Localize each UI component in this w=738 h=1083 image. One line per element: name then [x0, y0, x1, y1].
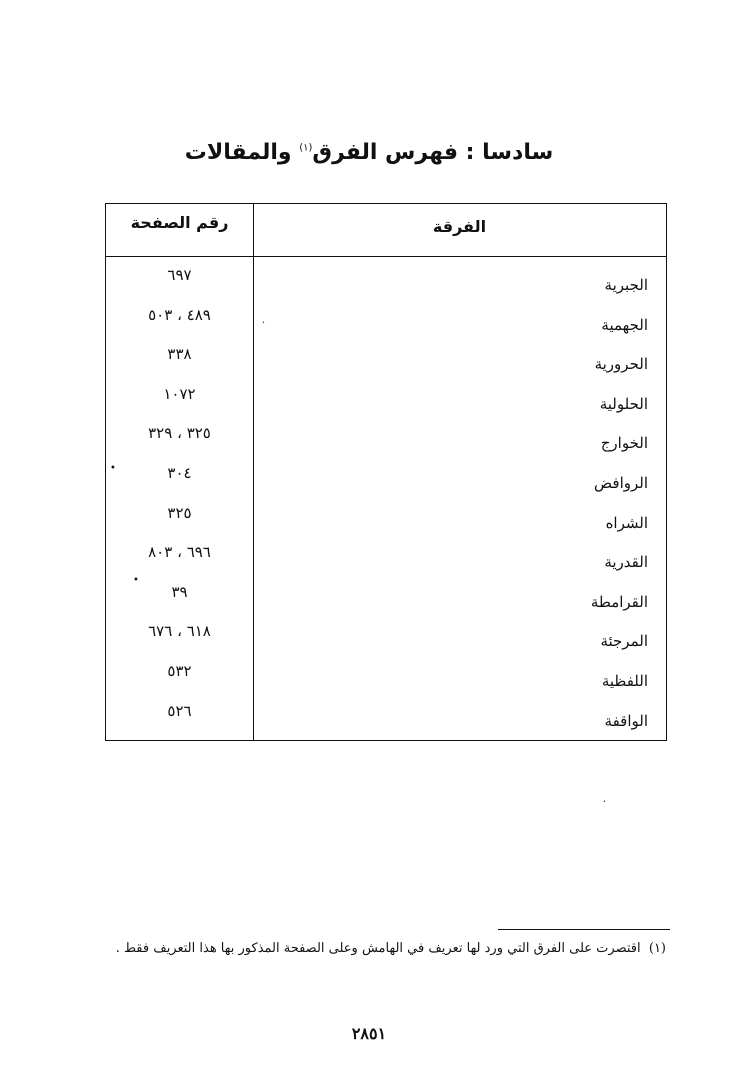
- page-refs: ٤٨٩ ، ٥٠٣: [148, 305, 211, 324]
- sect-name: المرجئة: [600, 632, 648, 651]
- title-footnote-ref: (١): [299, 142, 313, 154]
- table-row: [106, 504, 666, 544]
- header-sect: الفرقة: [432, 217, 487, 236]
- table-header: [106, 204, 666, 257]
- page-refs: ٦٩٦ ، ٨٠٣: [148, 543, 211, 562]
- sect-name: الحرورية: [594, 355, 648, 374]
- footnote-marker: (١): [648, 941, 666, 956]
- sect-name: الحلولية: [599, 394, 648, 413]
- page-refs: ٥٢٦: [167, 701, 192, 720]
- title-suffix: والمقالات: [184, 140, 300, 165]
- table-row: [106, 702, 666, 742]
- sect-name: اللفظية: [601, 671, 648, 690]
- table-body: [106, 266, 666, 741]
- page-number: ٢٨٥١: [351, 1024, 387, 1043]
- header-page-number: رقم الصفحة: [130, 213, 229, 232]
- title-text: سادسا : فهرس الفرق: [312, 140, 554, 165]
- sects-index-table: [105, 203, 667, 741]
- sect-name: الجبرية: [604, 276, 648, 294]
- table-row: [106, 622, 666, 662]
- page-refs: ٣٠٤: [167, 463, 192, 482]
- sect-name: الخوارج: [600, 434, 648, 453]
- table-row: [106, 662, 666, 702]
- page-refs: ٦١٨ ، ٦٧٦: [148, 622, 211, 641]
- table-row: [106, 583, 666, 623]
- page-refs: ٣٢٥ ، ٣٢٩: [148, 424, 211, 443]
- table-row: [106, 543, 666, 583]
- table-row: [106, 385, 666, 425]
- page-refs: ١٠٧٢: [163, 384, 196, 403]
- page-refs: ٦٩٧: [167, 266, 192, 284]
- table-row: [106, 464, 666, 504]
- page-refs: ٣٩: [171, 582, 188, 601]
- table-row: [106, 424, 666, 464]
- table-row: [106, 266, 666, 306]
- footnote-text: اقتصرت على الفرق التي ورد لها تعريف في الهامش وعلى الصفحة المذكور بها هذا التعريف فقط .: [115, 941, 641, 956]
- page-refs: ٣٢٥: [167, 503, 192, 522]
- sect-name: الشراه: [605, 513, 648, 532]
- page-refs: ٣٣٨: [167, 345, 192, 364]
- sect-name: الجهمية: [601, 315, 648, 334]
- sect-name: القدرية: [604, 553, 648, 572]
- table-row: [106, 306, 666, 346]
- scan-speck: •: [133, 575, 139, 586]
- scan-speck: •: [110, 463, 116, 474]
- sect-name: القرامطة: [590, 592, 648, 611]
- scan-speck: •: [262, 320, 265, 326]
- sect-name: الروافض: [594, 473, 648, 492]
- page-refs: ٥٣٢: [167, 661, 192, 680]
- sect-name: الواقفة: [604, 711, 648, 730]
- page-title: [0, 140, 738, 165]
- footnote-separator: [498, 929, 670, 930]
- table-row: [106, 345, 666, 385]
- footnote: [86, 941, 666, 956]
- scan-speck: •: [603, 799, 606, 805]
